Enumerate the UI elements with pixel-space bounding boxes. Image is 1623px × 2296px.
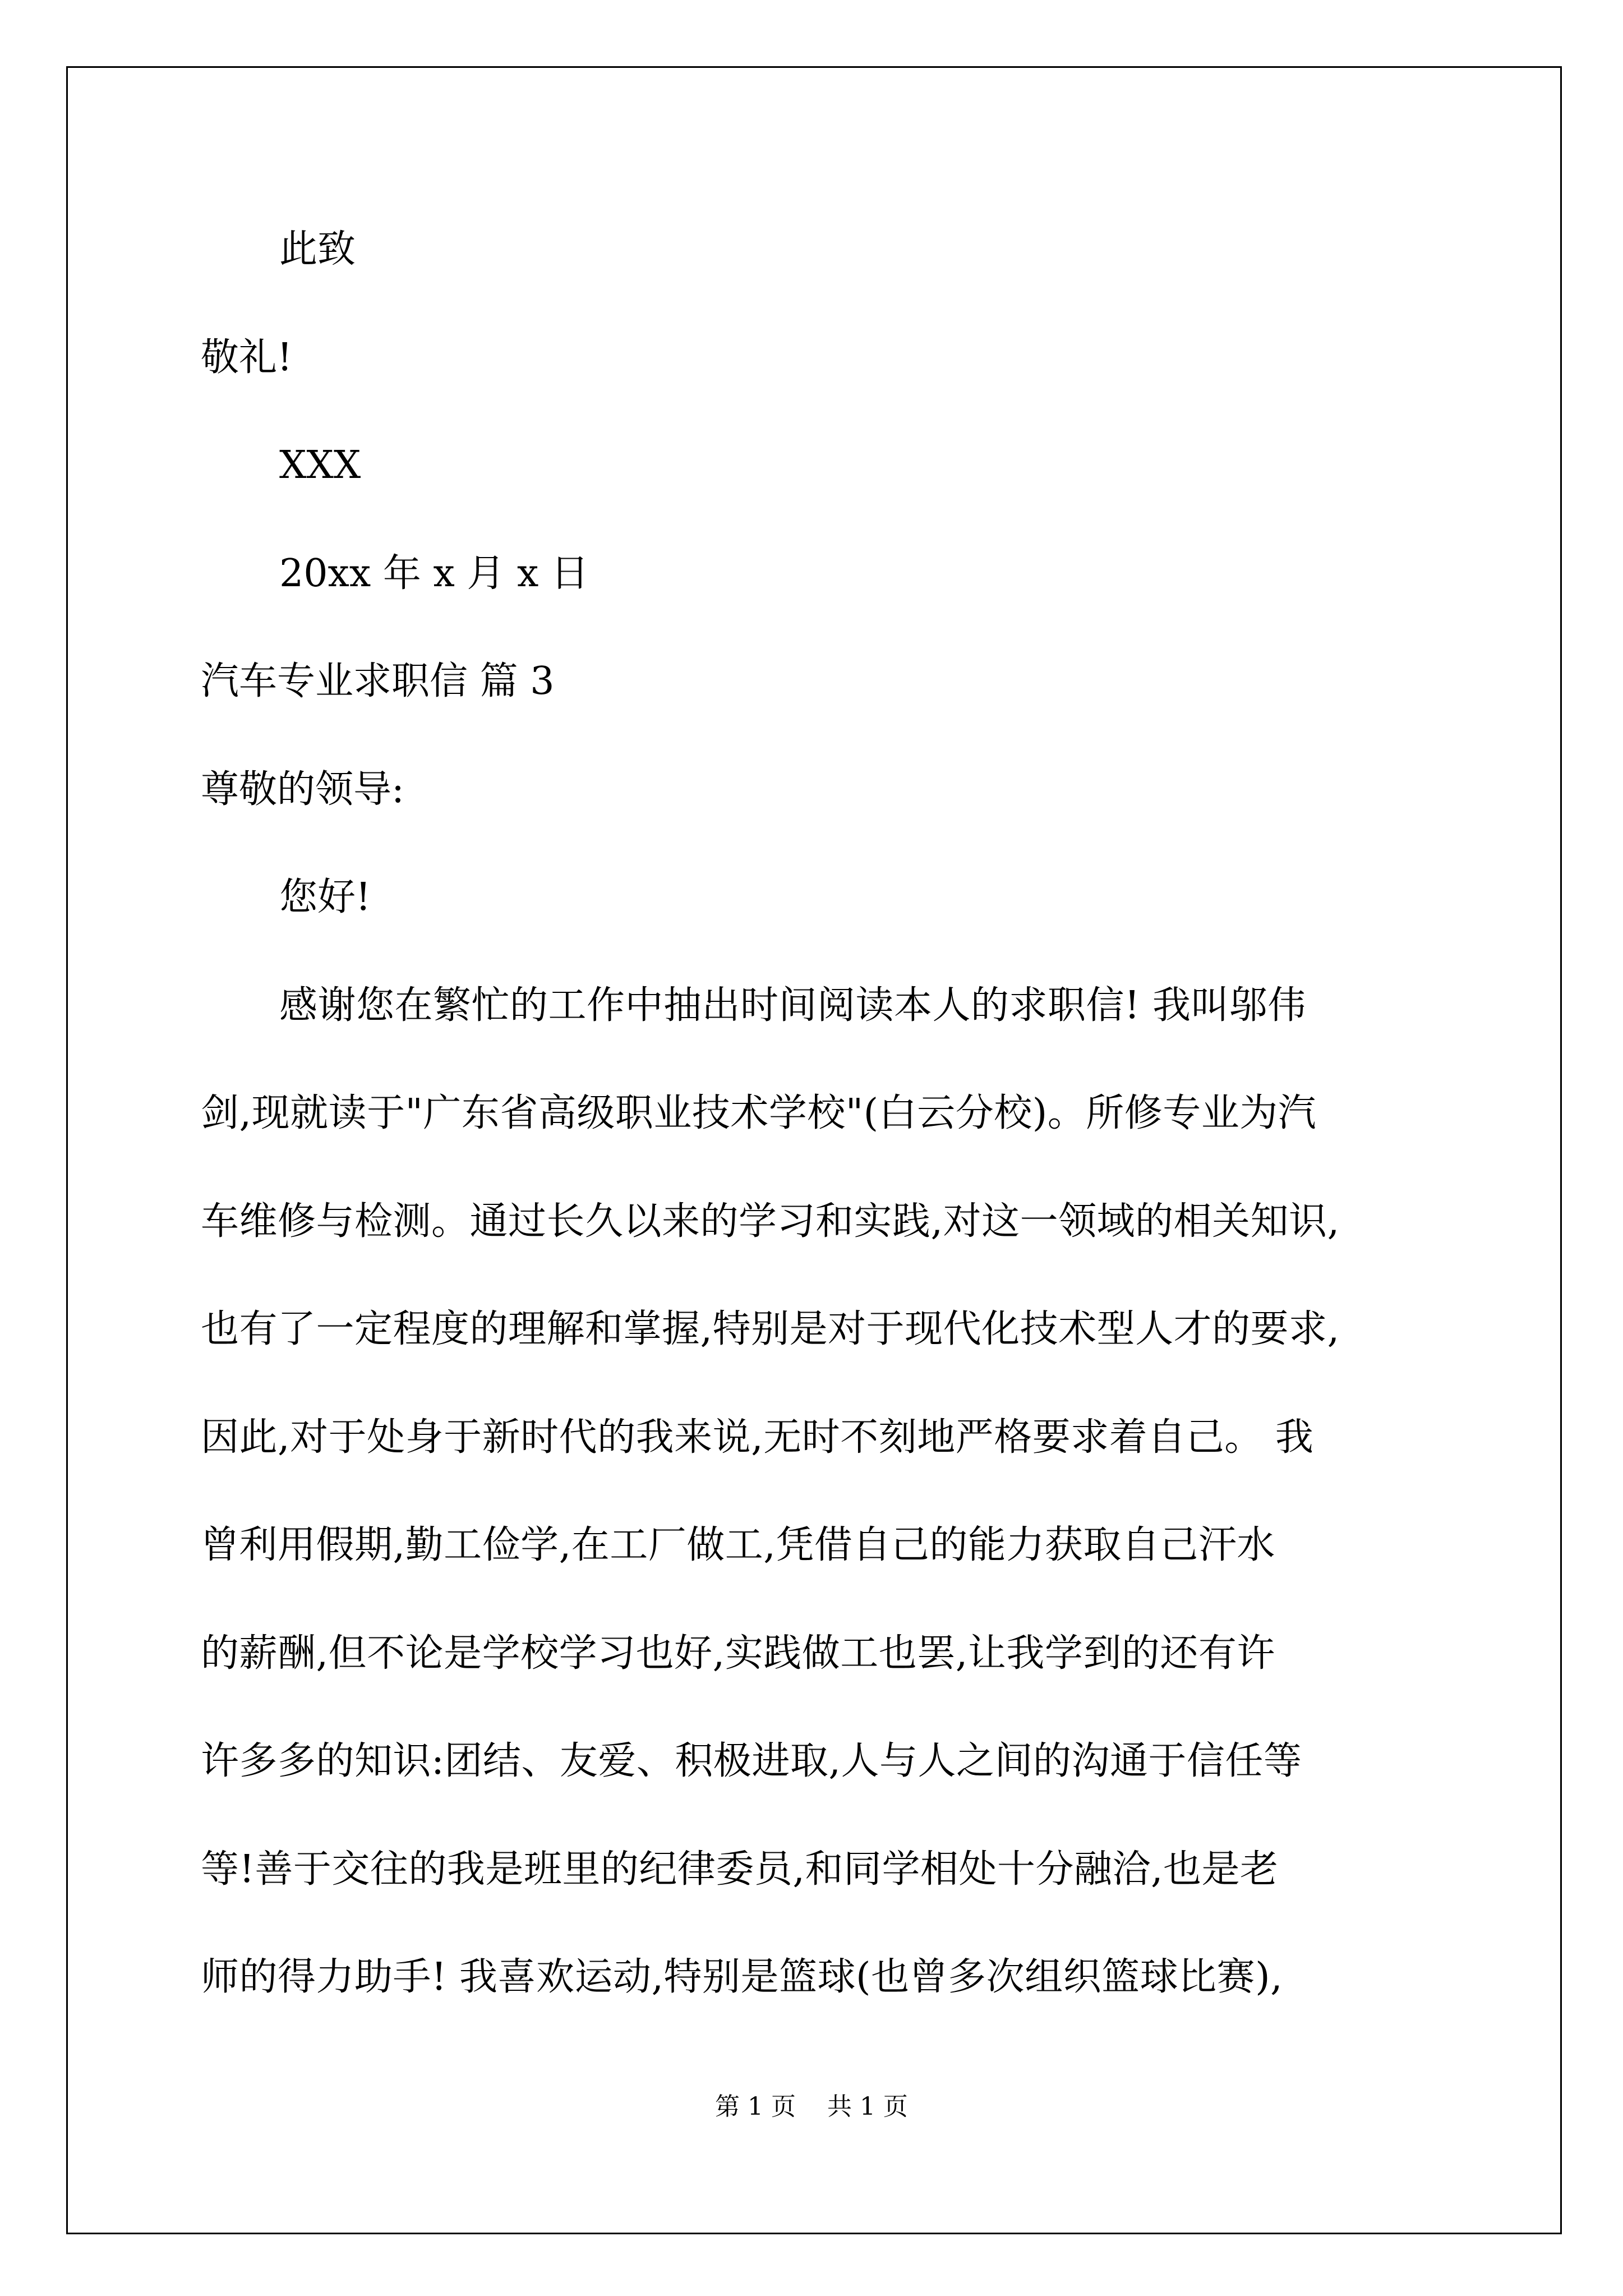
signature-line: XXX	[279, 443, 361, 487]
section-heading: 汽车专业求职信 篇 3	[201, 659, 555, 703]
body-line: 车维修与检测。通过长久以来的学习和实践,对这一领域的相关知识,	[201, 1199, 1340, 1244]
salute-line: 敬礼!	[201, 335, 293, 380]
body-line: 也有了一定程度的理解和掌握,特别是对于现代化技术型人才的要求,	[201, 1307, 1340, 1351]
greeting-line: 您好!	[279, 875, 371, 919]
page-border	[66, 66, 1562, 2234]
body-line: 的薪酬,但不论是学校学习也好,实践做工也罢,让我学到的还有许	[201, 1631, 1275, 1676]
closing-line: 此致	[279, 227, 356, 272]
body-line: 因此,对于处身于新时代的我来说,无时不刻地严格要求着自己。 我	[201, 1415, 1314, 1460]
page-footer: 第 1 页 共 1 页	[715, 2092, 908, 2121]
body-line: 许多多的知识:团结、友爱、积极进取,人与人之间的沟通于信任等	[201, 1739, 1302, 1783]
body-line: 曾利用假期,勤工俭学,在工厂做工,凭借自己的能力获取自己汗水	[201, 1523, 1275, 1567]
body-line: 师的得力助手! 我喜欢运动,特别是篮球(也曾多次组织篮球比赛),	[201, 1955, 1283, 1999]
body-line: 等!善于交往的我是班里的纪律委员,和同学相处十分融洽,也是老	[201, 1847, 1279, 1892]
date-line: 20xx 年 x 月 x 日	[279, 551, 589, 596]
body-line: 剑,现就读于"广东省高级职业技术学校"(白云分校)。所修专业为汽	[201, 1091, 1317, 1135]
body-line: 感谢您在繁忙的工作中抽出时间阅读本人的求职信! 我叫邬伟	[279, 983, 1306, 1028]
addressee-line: 尊敬的领导:	[201, 767, 404, 812]
